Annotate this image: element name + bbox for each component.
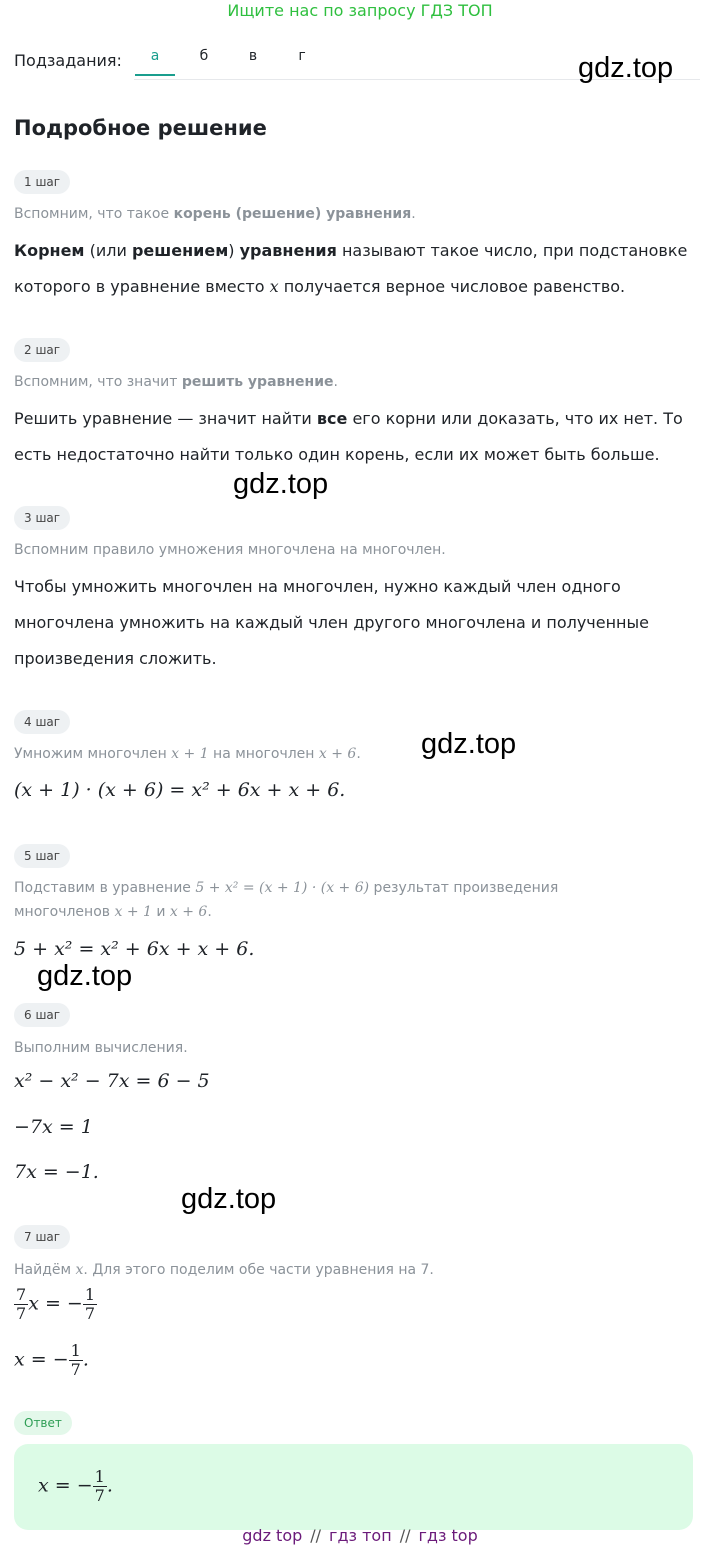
watermark: gdz.top <box>181 1183 277 1215</box>
formula: 7x = −1. <box>14 1161 99 1183</box>
footer-separator: // <box>310 1526 322 1545</box>
watermark: gdz.top <box>37 960 133 992</box>
step-hint: Умножим многочлен x + 1 на многочлен x + 6. <box>14 746 361 762</box>
footer-link[interactable]: гдз top <box>418 1526 478 1545</box>
step-badge: 5 шаг <box>14 844 70 868</box>
step-text: Чтобы умножить многочлен на многочлен, нужно каждый член одного многочлена умножить на каждый член другого многочлена и полученные произведения сложить. <box>14 577 649 668</box>
watermark: gdz.top <box>578 52 674 84</box>
answer-formula: x = − $\frac{1}{7}$ . <box>38 1467 113 1505</box>
step-text: Корнем (или решением) уравнения называют такое число, при подстановке которого в уравнение вместо x получается верное числовое равенство. <box>14 241 688 296</box>
step-hint: Подставим в уравнение 5 + x² = (x + 1) · (x + 6) результат произведения многочленов x + 1 и x + 6. <box>14 880 559 920</box>
step-badge: 4 шаг <box>14 710 70 734</box>
formula: (x + 1) · (x + 6) = x² + 6x + x + 6. <box>14 779 346 801</box>
step-hint: Вспомним правило умножения многочлена на многочлен. <box>14 542 446 558</box>
page-title: Подробное решение <box>14 116 267 140</box>
step-hint: Вспомним, что значит решить уравнение. <box>14 374 338 390</box>
step-hint: Вспомним, что такое корень (решение) уравнения. <box>14 206 416 222</box>
step-badge: 3 шаг <box>14 506 70 530</box>
fraction: $\frac{1}{7}$ <box>84 1285 96 1323</box>
formula: x² − x² − 7x = 6 − 5 <box>14 1070 210 1092</box>
watermark: gdz.top <box>421 728 517 760</box>
formula: −7x = 1 <box>14 1116 93 1138</box>
fraction: $\frac{1}{7}$ <box>70 1341 81 1379</box>
formula: x = − $\frac{1}{7}$ . <box>14 1341 89 1379</box>
answer-badge: Ответ <box>14 1411 72 1435</box>
subtasks-label: Подзадания: <box>14 51 122 70</box>
step-text: Решить уравнение — значит найти все его корни или доказать, что их нет. То есть недостаточно найти только один корень, если их может быть больше. <box>14 409 683 464</box>
step-badge: 6 шаг <box>14 1003 70 1027</box>
footer-link[interactable]: gdz top <box>242 1526 303 1545</box>
formula: $\frac{7}{7}$ x = − $\frac{1}{7}$ <box>16 1285 96 1323</box>
tab-a[interactable]: а <box>135 48 175 76</box>
fraction: $\frac{7}{7}$ <box>16 1285 27 1323</box>
step-hint: Выполним вычисления. <box>14 1040 188 1056</box>
step-badge: 2 шаг <box>14 338 70 362</box>
fraction: $\frac{1}{7}$ <box>94 1467 105 1505</box>
step-badge: 1 шаг <box>14 170 70 194</box>
footer-link[interactable]: гдз топ <box>329 1526 392 1545</box>
tab-b[interactable]: б <box>199 48 209 64</box>
step-badge: 7 шаг <box>14 1225 70 1249</box>
tab-v[interactable]: в <box>248 48 258 64</box>
watermark: gdz.top <box>233 468 329 500</box>
tab-g[interactable]: г <box>298 48 306 64</box>
footer-links <box>0 1526 720 1545</box>
step-hint: Найдём x. Для этого поделим обе части уравнения на 7. <box>14 1262 434 1278</box>
top-banner: Ищите нас по запросу ГДЗ ТОП <box>227 1 493 20</box>
footer-separator: // <box>399 1526 411 1545</box>
formula: 5 + x² = x² + 6x + x + 6. <box>14 938 255 960</box>
answer-box <box>14 1444 693 1530</box>
